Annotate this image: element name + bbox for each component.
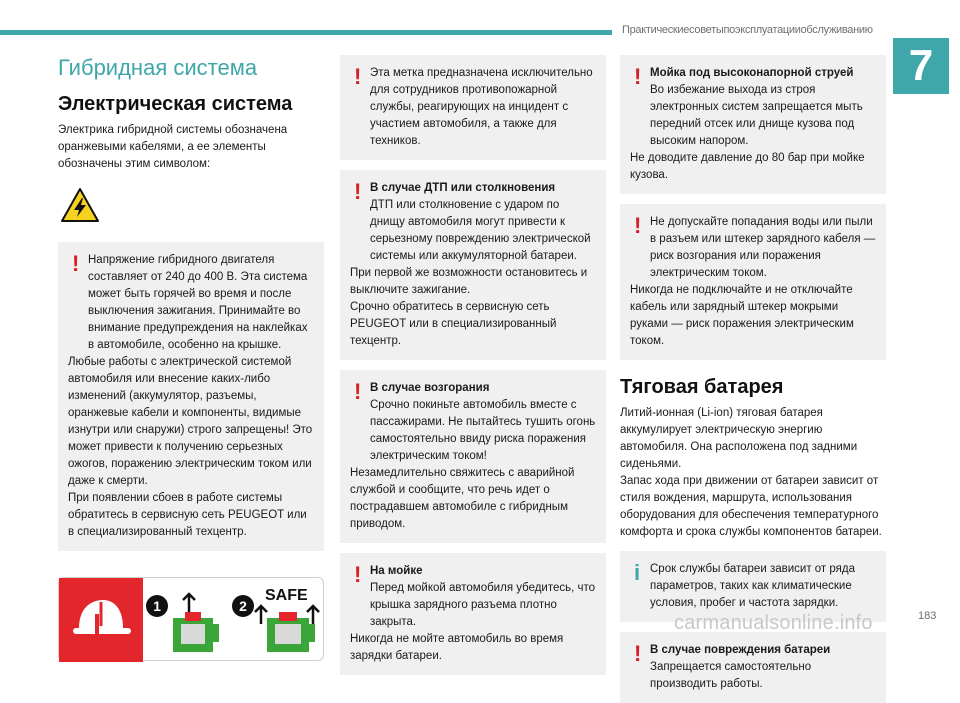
arrow-up-icon xyxy=(255,606,267,624)
running-title: Практическиесоветыпоэксплуатацииобслуживанию xyxy=(622,24,873,36)
warning-title: В случае ДТП или столкновения xyxy=(370,182,556,194)
warning-box-car-wash xyxy=(340,553,606,675)
warning-title: В случае возгорания xyxy=(370,382,490,394)
warning-text: Напряжение гибридного двигателя составляет от 240 до 400 В. Эта система может быть горячей во время и после выключения зажигания. Принимайте во внимание предупреждения на наклейках в автомобиле, особенно на крышке. xyxy=(88,254,308,351)
safe-label: SAFE xyxy=(265,587,308,604)
warning-text: Эта метка предназначена исключительно для сотрудников противопожарной службы, реагирующих на инцидент с участием автомобиля, а также для техников. xyxy=(370,67,593,147)
header-rule xyxy=(0,30,612,35)
chapter-tab: 7 xyxy=(893,38,949,94)
warning-title: В случае повреждения батареи xyxy=(650,644,831,656)
warning-box-voltage xyxy=(58,242,324,551)
service-plug xyxy=(185,612,201,621)
battery-paragraph: Запас хода при движении от батареи зависит от стиля вождения, маршрута, использования оборудования для обеспечения температурного комфорта и срока службы компонентов батареи. xyxy=(620,475,882,538)
warning-text: Срочно покиньте автомобиль вместе с пассажирами. Не пытайтесь тушить огонь самостоятельно ввиду риска поражения электрическим током! xyxy=(370,399,596,462)
arrow-up-icon xyxy=(183,594,195,612)
warning-box-battery-damage xyxy=(620,632,886,703)
safety-illustration xyxy=(58,577,324,661)
page-number: 183 xyxy=(918,610,937,622)
warning-box-label xyxy=(340,55,606,160)
firefighter-helmet-icon xyxy=(59,578,143,662)
warning-text: Любые работы с электрической системой автомобиля или внесение каких-либо изменений (аккумулятор, разъемы, оранжевые кабели и компоненты, видимые изнутри или снаружи) строго запрещены! Это может привести к получению серьезных ожогов, поражению электрическим током или даже к смерти. xyxy=(68,356,313,487)
battery-paragraph: Литий-ионная (Li-ion) тяговая батарея аккумулирует электрическую энергию автомобиля. Она расположена под задними сиденьями. xyxy=(620,407,858,470)
warning-text: Никогда не мойте автомобиль во время зарядки батареи. xyxy=(350,633,564,662)
heading-traction-battery: Тяговая батарея xyxy=(620,376,784,398)
exclamation-icon: ! xyxy=(634,213,642,238)
warning-box-pressure-wash xyxy=(620,55,886,194)
step-1-number: 1 xyxy=(153,598,161,614)
warning-text: Перед мойкой автомобиля убедитесь, что крышка зарядного разъема плотно закрыта. xyxy=(370,582,596,628)
exclamation-icon: ! xyxy=(634,64,642,89)
firefighter-panel xyxy=(59,578,143,662)
high-voltage-warning-icon xyxy=(60,187,100,223)
info-text: Срок службы батареи зависит от ряда параметров, таких как климатические условия, пробег и частота зарядки. xyxy=(650,563,855,609)
exclamation-icon: ! xyxy=(634,641,642,666)
warning-title: Мойка под высоконапорной струей xyxy=(650,67,854,79)
warning-box-fire xyxy=(340,370,606,543)
column-2 xyxy=(340,55,606,675)
exclamation-icon: ! xyxy=(354,562,362,587)
step-2-number: 2 xyxy=(239,598,247,614)
info-icon: i xyxy=(634,560,641,585)
exclamation-icon: ! xyxy=(72,251,80,276)
exclamation-icon: ! xyxy=(354,179,362,204)
warning-text: Запрещается самостоятельно производить работы. xyxy=(650,661,812,690)
warning-text: Никогда не подключайте и не отключайте кабель или зарядный штекер мокрыми руками — риск поражения электрическим током. xyxy=(630,284,854,347)
exclamation-icon: ! xyxy=(354,64,362,89)
disconnect-steps-graphic xyxy=(143,578,323,662)
column-3 xyxy=(620,55,886,703)
warning-text: Незамедлительно свяжитесь с аварийной службой и сообщите, что речь идет о пострадавшем автомобиле с гибридным приводом. xyxy=(350,467,575,530)
warning-box-water xyxy=(620,204,886,360)
watermark: carmanualsonline.info xyxy=(674,612,873,634)
service-plug xyxy=(279,612,297,621)
warning-text: При появлении сбоев в работе системы обратитесь в сервисную сеть PEUGEOT или в специализированный техцентр. xyxy=(68,492,307,538)
column-1 xyxy=(58,55,324,661)
warning-box-accident xyxy=(340,170,606,360)
warning-text: Во избежание выхода из строя электронных систем запрещается мыть передний отсек или днище кузова под высоким напором. xyxy=(650,84,863,147)
warning-text: Не допускайте попадания воды или пыли в разъем или штекер зарядного кабеля — риск возгорания или поражения электрическим током. xyxy=(650,216,876,279)
warning-title: На мойке xyxy=(370,565,423,577)
heading-electrical-system: Электрическая система xyxy=(58,93,293,115)
warning-text: Не доводите давление до 80 бар при мойке кузова. xyxy=(630,152,865,181)
section-title: Гибридная система xyxy=(58,55,258,80)
exclamation-icon: ! xyxy=(354,379,362,404)
warning-text: ДТП или столкновение с ударом по днищу автомобиля могут привести к серьезному повреждению электрической системы или аккумуляторной батареи. xyxy=(370,199,591,262)
warning-text: При первой же возможности остановитесь и выключите зажигание. xyxy=(350,267,588,296)
warning-text: Срочно обратитесь в сервисную сеть PEUGEOT или в специализированный техцентр. xyxy=(350,301,557,347)
intro-paragraph: Электрика гибридной системы обозначена оранжевыми кабелями, а ее элементы обозначены этим символом: xyxy=(58,124,288,170)
